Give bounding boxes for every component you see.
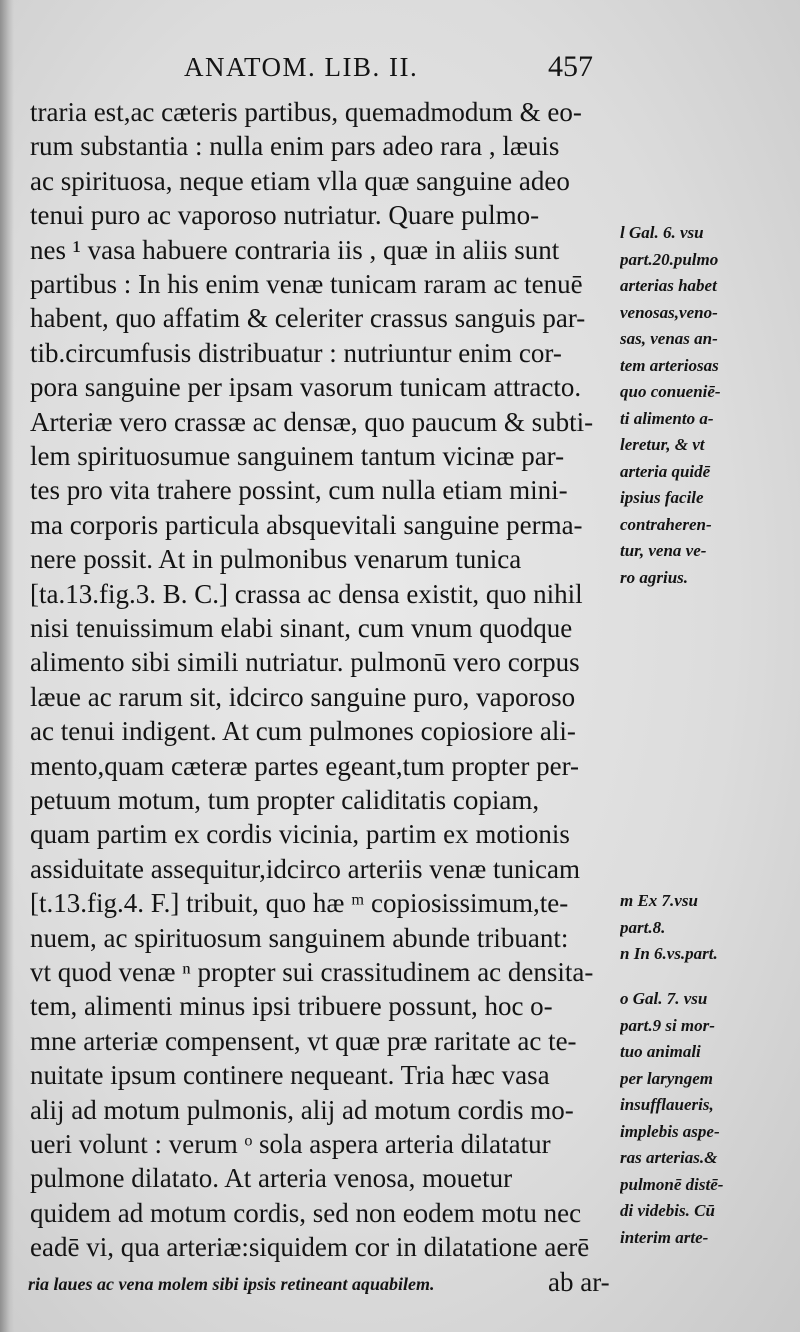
margin-note-line: m Ex 7.vsu	[620, 891, 698, 910]
body-text-line: tenui puro ac vaporoso nutriatur. Quare pulmo-	[30, 200, 540, 231]
margin-note-line: tem arteriosas	[620, 355, 719, 375]
body-text-line: nes ¹ vasa habuere contraria iis , quæ in aliis sunt	[30, 234, 560, 265]
body-text-line: traria est,ac cæteris partibus, quemadmodum & eo-	[30, 97, 582, 127]
body-text-line: ac tenui indigent. At cum pulmones copiosiore ali-	[30, 716, 576, 747]
body-text-line: rum substantia : nulla enim pars adeo rara , læuis	[30, 131, 560, 162]
body-text-line: alimento sibi simili nutriatur. pulmonū vero corpus	[30, 647, 580, 678]
running-head: ANATOM. LIB. II.	[184, 52, 419, 82]
body-text-line: [ta.13.fig.3. B. C.] crassa ac densa existit, quo nihil	[30, 578, 583, 609]
body-text-line: lem spirituosumue sanguinem tantum vicinæ par-	[30, 441, 565, 471]
margin-note-line: ipsius facile	[620, 488, 704, 507]
body-text-line: partibus : In his enim venæ tunicam raram ac tenuē	[30, 269, 583, 299]
body-text-line: tem, alimenti minus ipsi tribuere possunt, hoc o-	[30, 991, 553, 1022]
body-text-line: quidem ad motum cordis, sed non eodem motu nec	[30, 1197, 582, 1228]
body-text-line: pora sanguine per ipsam vasorum tunicam attracto.	[30, 372, 582, 403]
margin-note-line: sas, venas an-	[620, 329, 718, 348]
body-text-line: ma corporis particula absquevitali sanguine perma-	[30, 509, 583, 540]
margin-note-line: o Gal. 7. vsu	[620, 989, 708, 1008]
margin-note-line: l Gal. 6. vsu	[620, 223, 704, 242]
margin-note-line: pulmonē distē-	[620, 1174, 724, 1194]
body-text-line: vt quod venæ ⁿ propter sui crassitudinem ac densita-	[30, 957, 594, 987]
margin-note-line: per laryngem	[620, 1068, 714, 1088]
body-text-line: petuum motum, tum propter caliditatis copiam,	[30, 785, 540, 815]
body-text-line: nuitate ipsum continere nequeant. Tria hæc vasa	[30, 1060, 550, 1091]
body-text-line: mento,quam cæteræ partes egeant,tum propter per-	[30, 750, 580, 781]
body-text-line: læue ac rarum sit, idcirco sanguine puro, vaporoso	[30, 681, 576, 712]
margin-note-line: venosas,veno-	[620, 302, 718, 322]
margin-note-line: ti alimento a-	[620, 408, 714, 428]
margin-note-line: arteria quidē	[620, 461, 711, 481]
footer-note-continuation: ria laues ac vena molem sibi ipsis retineant aquabilem.	[28, 1274, 435, 1294]
body-text-line: habent, quo affatim & celeriter crassus sanguis par-	[30, 303, 586, 334]
margin-note-line: tur, vena ve-	[620, 541, 707, 560]
margin-note-line: quo conueniē-	[620, 382, 721, 401]
margin-note-line: n In 6.vs.part.	[620, 944, 718, 963]
page-number: 457	[548, 50, 593, 83]
margin-note-line: tuo animali	[620, 1042, 701, 1061]
margin-note-line: interim arte-	[620, 1227, 709, 1247]
body-text-line: Arteriæ vero crassæ ac densæ, quo paucum & subti-	[30, 406, 594, 437]
margin-note-line: di videbis. Cū	[620, 1201, 715, 1220]
body-text-line: ac spirituosa, neque etiam vlla quæ sanguine adeo	[30, 165, 570, 196]
margin-note-line: ras arterias.&	[620, 1148, 718, 1167]
body-text-line: nuem, ac spirituosum sanguinem abunde tribuant:	[30, 922, 569, 953]
body-text-line: ueri volunt : verum ᵒ sola aspera arteria dilatatur	[30, 1129, 551, 1159]
margin-note-line: implebis aspe-	[620, 1121, 720, 1141]
margin-note-line: part.9 si mor-	[620, 1015, 715, 1035]
body-text-line: ab ar-	[548, 1266, 610, 1297]
body-text-line: tib.circumfusis distribuatur : nutriuntur enim cor-	[30, 337, 562, 368]
body-text-line: quam partim ex cordis vicinia, partim ex motionis	[30, 819, 570, 850]
body-text-line: pulmone dilatato. At arteria venosa, mouetur	[30, 1163, 513, 1194]
margin-note-line: contraheren-	[620, 514, 712, 534]
body-text-line: alij ad motum pulmonis, alij ad motum cordis mo-	[30, 1094, 574, 1125]
margin-note-line: leretur, & vt	[620, 435, 705, 454]
body-text-line: [t.13.fig.4. F.] tribuit, quo hæ ᵐ copiosissimum,te-	[30, 888, 569, 919]
body-text-line: assiduitate assequitur,idcirco arteriis venæ tunicam	[30, 853, 581, 884]
margin-note-line: part.8.	[620, 917, 666, 937]
body-text-line: eadē vi, qua arteriæ:siquidem cor in dilatatione aerē	[30, 1232, 590, 1263]
margin-note-line: arterias habet	[620, 276, 717, 295]
margin-note-line: insufflaueris,	[620, 1095, 714, 1114]
page-gutter-shadow	[0, 0, 14, 1332]
margin-note-line: part.20.pulmo	[620, 249, 719, 269]
body-text-line: nere possit. At in pulmonibus venarum tunica	[30, 544, 522, 575]
body-text-line: mne arteriæ compensent, vt quæ præ raritate ac te-	[30, 1025, 577, 1056]
body-text-line: nisi tenuissimum elabi sinant, cum vnum quodque	[30, 613, 573, 643]
margin-note-line: ro agrius.	[620, 567, 689, 587]
body-text-line: tes pro vita trahere possint, cum nulla etiam mini-	[30, 475, 568, 506]
